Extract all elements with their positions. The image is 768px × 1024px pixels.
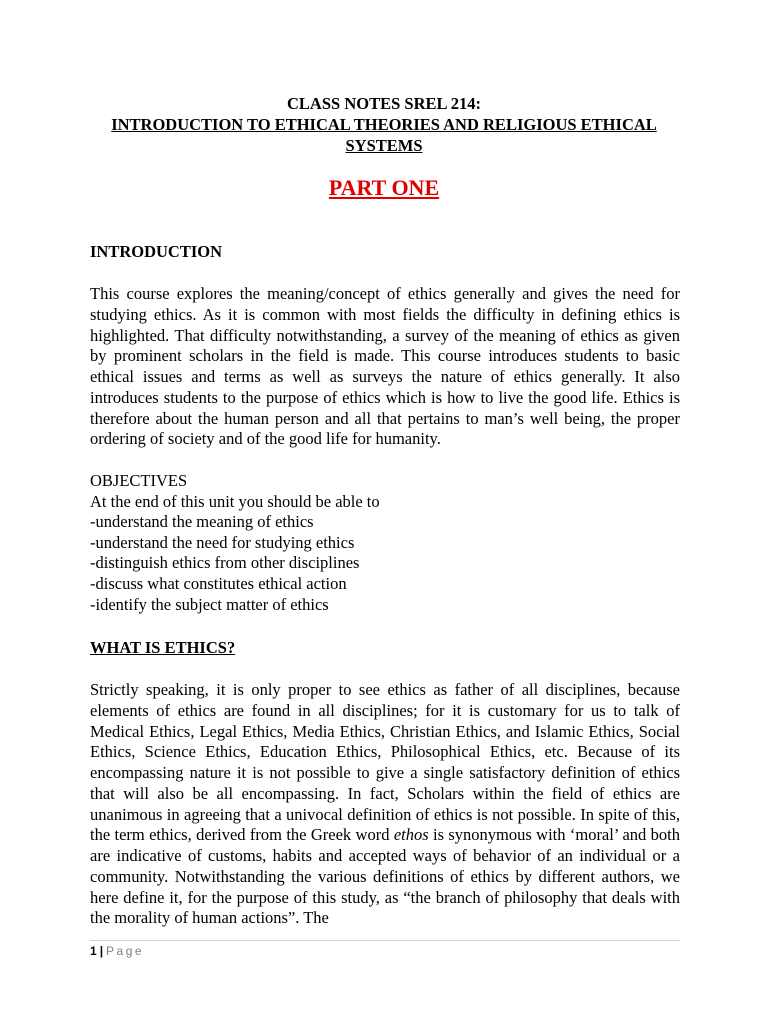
objectives-intro: At the end of this unit you should be able to <box>90 491 380 511</box>
page-footer <box>90 943 144 959</box>
page-label: Page <box>106 944 145 958</box>
paragraph-text-after: is synonymous with ‘moral’ and both are indicative of customs, habits and accepted ways of behavior of an individual or a community. Notwithstanding the various definitions of ethics by different authors, we here define it, for the purpose of this study, as “the branch of philosophy that deals with the morality of human actions”. The <box>90 825 680 928</box>
footer-divider <box>90 940 680 941</box>
introduction-heading: INTRODUCTION <box>90 242 223 261</box>
objective-item: -discuss what constitutes ethical action <box>90 573 347 593</box>
objective-item: -distinguish ethics from other disciplines <box>90 553 360 573</box>
footer-separator: | <box>99 944 104 958</box>
introduction-paragraph: This course explores the meaning/concept of ethics generally and gives the need for studying ethics. As it is common with most fields the difficulty in defining ethics is highlighted. That difficulty notwithstanding, a survey of the meaning of ethics as given by prominent scholars in the field is made. This course introduces students to basic ethical issues and terms as well as surveys the nature of ethics generally. It also introduces students to the purpose of ethics which is how to live the good life. Ethics is therefore about the human person and all that pertains to man’s well being, the proper ordering of society and of the good life for humanity. <box>90 284 680 449</box>
part-heading: PART ONE <box>328 175 440 200</box>
what-is-ethics-heading: WHAT IS ETHICS? <box>90 638 236 657</box>
page-number: 1 <box>90 944 97 958</box>
greek-term-ethos: ethos <box>393 825 429 845</box>
objectives-heading: OBJECTIVES <box>90 471 188 490</box>
objectives-section <box>90 471 680 615</box>
objective-item: -identify the subject matter of ethics <box>90 594 329 614</box>
paragraph-text-before: Strictly speaking, it is only proper to see ethics as father of all disciplines, because elements of ethics are found in all disciplines; for it is customary for us to talk of Medical Ethics, Legal Ethics, Media Ethics, Christian Ethics, and Islamic Ethics, Social Ethics, Science Ethics, Education Ethics, Philosophical Ethics, etc. Because of its encompassing nature it is not possible to give a single satisfactory definition of ethics that will also be all encompassing. In fact, Scholars within the field of ethics are unanimous in agreeing that a univocal definition of ethics is not possible. In spite of this, the term ethics, derived from the Greek word <box>90 680 680 845</box>
document-title <box>88 93 680 156</box>
what-is-ethics-paragraph <box>90 680 680 929</box>
course-title-line: INTRODUCTION TO ETHICAL THEORIES AND RELIGIOUS ETHICAL SYSTEMS <box>111 115 657 155</box>
objective-item: -understand the need for studying ethics <box>90 532 355 552</box>
course-code-line: CLASS NOTES SREL 214: <box>287 94 481 113</box>
objective-item: -understand the meaning of ethics <box>90 512 314 532</box>
